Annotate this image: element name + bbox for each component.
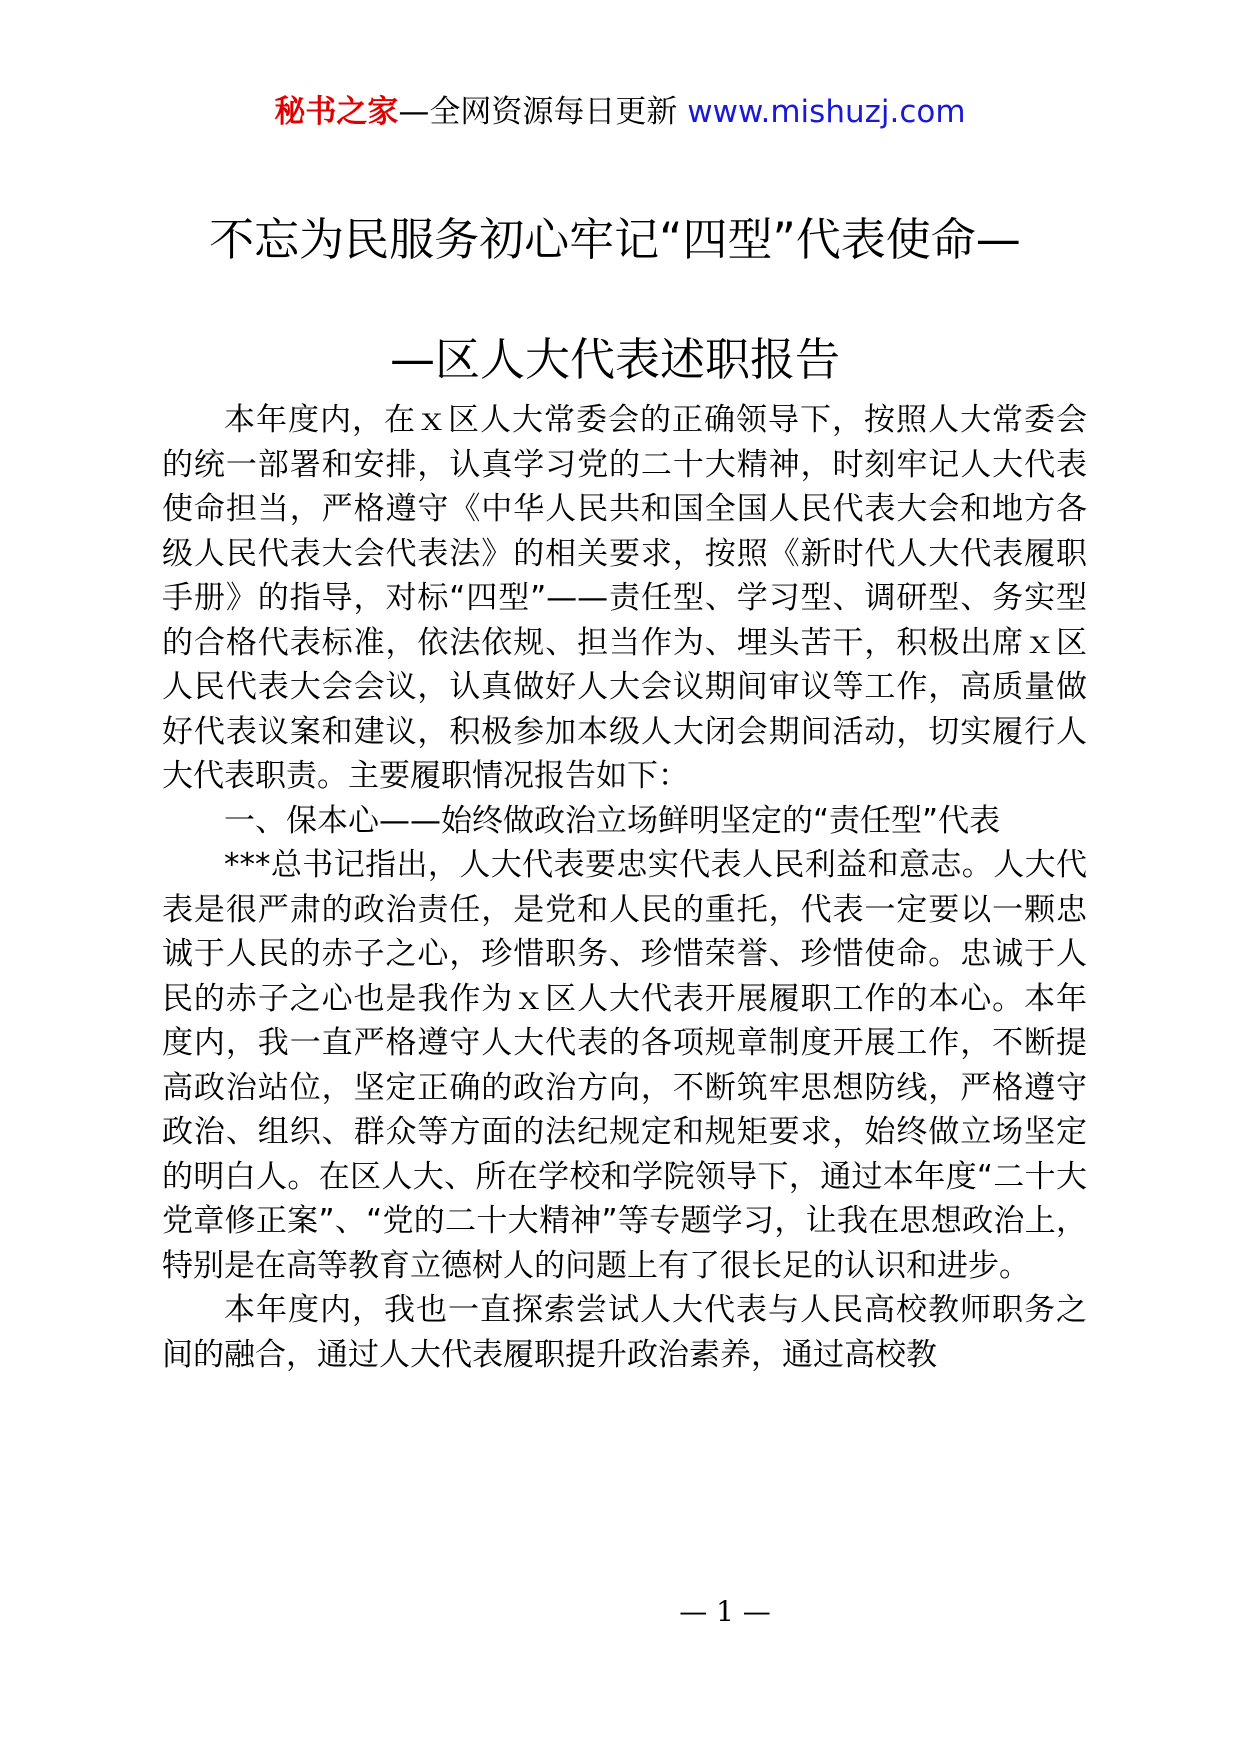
paragraph-section-1: ***总书记指出，人大代表要忠实代表人民利益和意志。人大代表是很严肃的政治责任，是党和人民的重托，代表一定要以一颗忠诚于人民的赤子之心，珍惜职务、珍惜荣誉、珍惜使命。忠诚于人民的赤子之心也是我作为ｘ区人大代表开展履职工作的本心。本年度内，我一直严格遵守人大代表的各项规章制度开展工作，不断提高政治站位，坚定正确的政治方向，不断筑牢思想防线，严格遵守政治、组织、群众等方面的法纪规定和规矩要求，始终做立场坚定的明白人。在区人大、所在学校和学院领导下，通过本年度“二十大党章修正案”、“党的二十大精神”等专题学习，让我在思想政治上，特别是在高等教育立德树人的问题上有了很长足的认识和进步。 bbox=[162, 847, 1087, 1284]
paragraph-section-1-cont: 本年度内，我也一直探索尝试人大代表与人民高校教师职务之间的融合，通过人大代表履职提升政治素养，通过高校教 bbox=[162, 1292, 1087, 1373]
paragraph-intro: 本年度内，在ｘ区人大常委会的正确领导下，按照人大常委会的统一部署和安排，认真学习党的二十大精神，时刻牢记人大代表使命担当，严格遵守《中华人民共和国全国人民代表大会和地方各级人民代表大会代表法》的相关要求，按照《新时代人大代表履职手册》的指导，对标“四型”——责任型、学习型、调研型、务实型的合格代表标准，依法依规、担当作为、埋头苦干，积极出席ｘ区人民代表大会会议，认真做好人大会议期间审议等工作，高质量做好代表议案和建议，积极参加本级人大闭会期间活动，切实履行人大代表职责。主要履职情况报告如下： bbox=[162, 402, 1087, 794]
page-number: — 1 — bbox=[679, 1595, 771, 1628]
document-body bbox=[162, 398, 1087, 1377]
site-url-link[interactable]: www.mishuzj.com bbox=[687, 94, 966, 130]
document-title-line-2: —区人大代表述职报告 bbox=[389, 333, 840, 386]
section-heading-1: 一、保本心——始终做政治立场鲜明坚定的“责任型”代表 bbox=[224, 802, 1001, 839]
site-brand: 秘书之家 bbox=[274, 94, 399, 130]
document-title-line-1: 不忘为民服务初心牢记“四型”代表使命— bbox=[209, 213, 1021, 266]
site-tagline: —全网资源每日更新 bbox=[398, 94, 688, 130]
site-header bbox=[0, 90, 1240, 134]
